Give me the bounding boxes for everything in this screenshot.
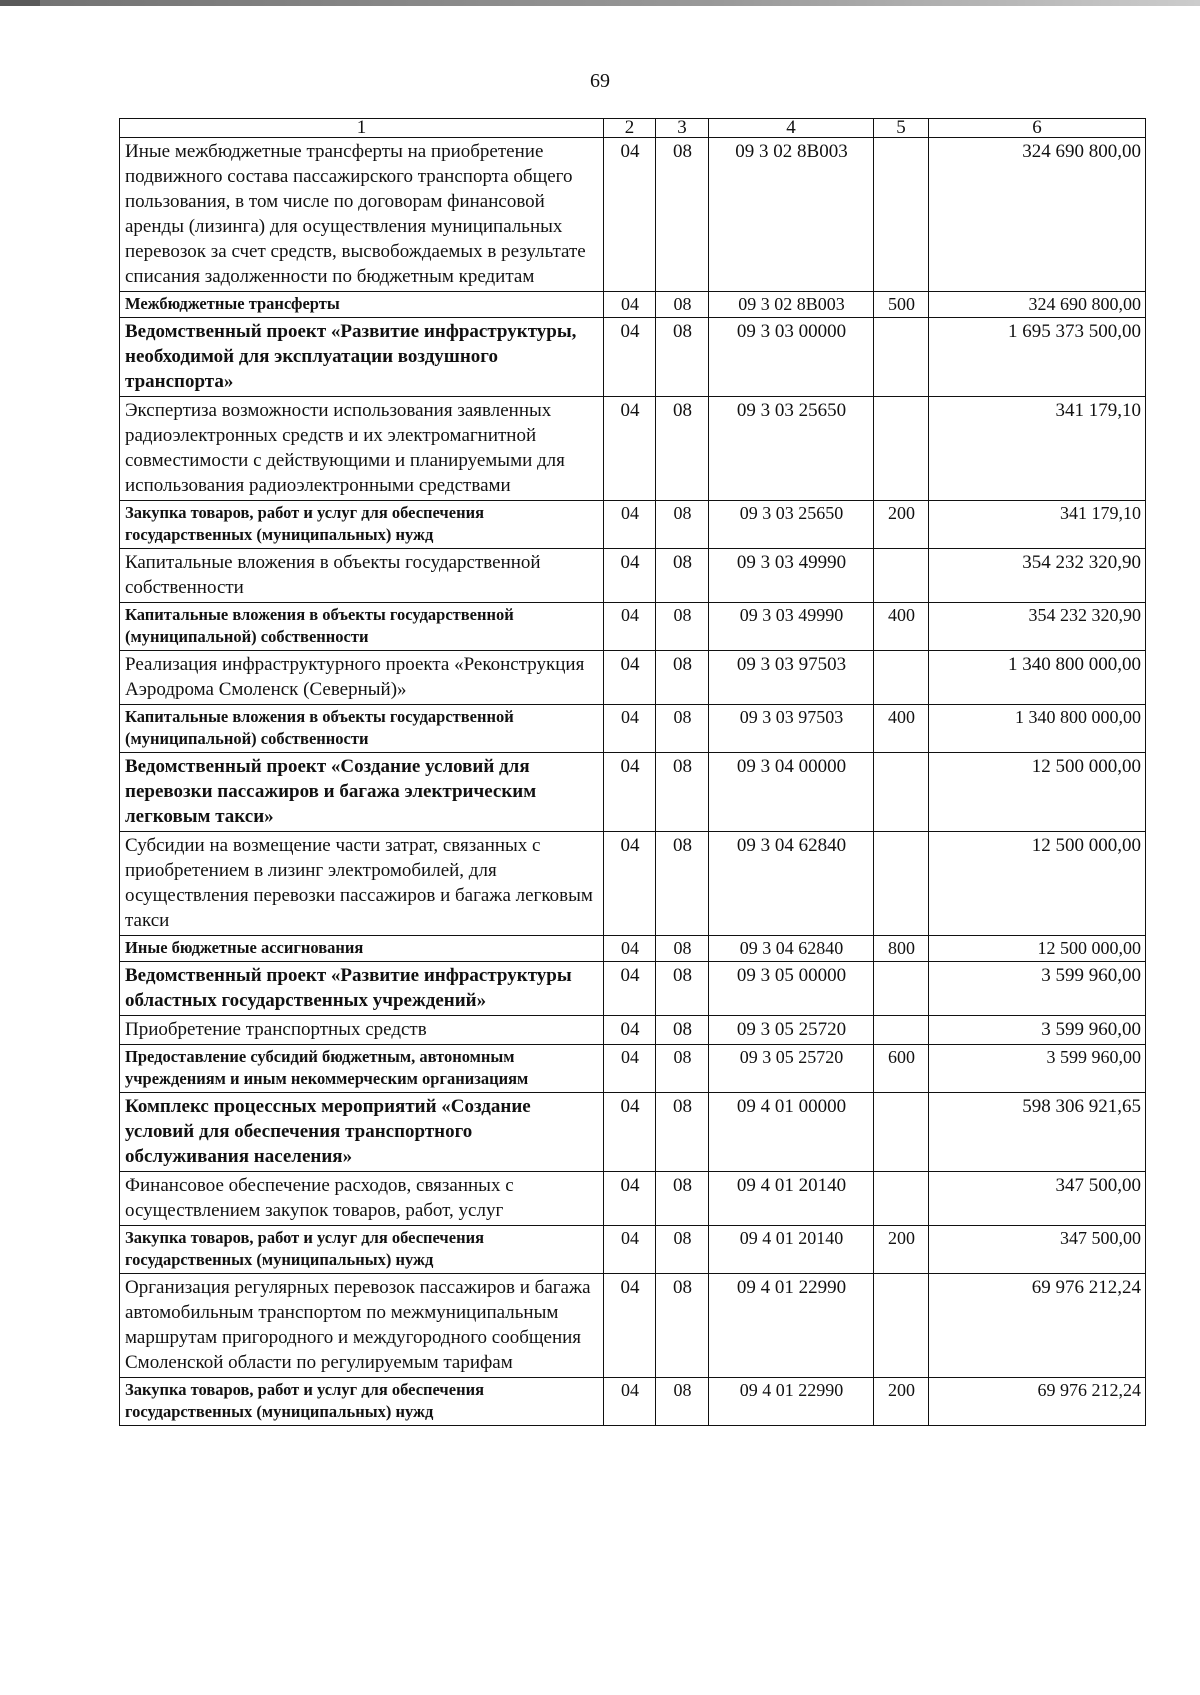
- table-row: [120, 603, 1146, 651]
- row-name: Предоставление субсидий бюджетным, автономным учреждениям и иным некоммерческим организациям: [120, 1045, 604, 1093]
- row-name: Комплекс процессных мероприятий «Создание условий для обеспечения транспортного обслуживания населения»: [120, 1093, 604, 1172]
- target-article-code: 09 3 04 62840: [709, 936, 874, 962]
- amount: 69 976 212,24: [929, 1274, 1146, 1378]
- column-header: 4: [709, 119, 874, 138]
- target-article-code: 09 3 03 97503: [709, 651, 874, 705]
- target-article-code: 09 4 01 00000: [709, 1093, 874, 1172]
- expense-type-code: [874, 138, 929, 292]
- table-row: [120, 138, 1146, 292]
- section-code: 04: [604, 549, 656, 603]
- target-article-code: 09 3 05 25720: [709, 1016, 874, 1045]
- target-article-code: 09 3 03 00000: [709, 318, 874, 397]
- section-code: 04: [604, 936, 656, 962]
- row-name: Капитальные вложения в объекты государственной (муниципальной) собственности: [120, 705, 604, 753]
- row-name: Закупка товаров, работ и услуг для обеспечения государственных (муниципальных) нужд: [120, 1378, 604, 1426]
- section-code: 04: [604, 651, 656, 705]
- row-name: Финансовое обеспечение расходов, связанных с осуществлением закупок товаров, работ, услуг: [120, 1172, 604, 1226]
- row-name: Межбюджетные трансферты: [120, 292, 604, 318]
- section-code: 04: [604, 292, 656, 318]
- amount: 347 500,00: [929, 1226, 1146, 1274]
- column-header: 6: [929, 119, 1146, 138]
- table-row: [120, 1045, 1146, 1093]
- expense-type-code: [874, 832, 929, 936]
- section-code: 04: [604, 753, 656, 832]
- subsection-code: 08: [656, 1378, 709, 1426]
- target-article-code: 09 4 01 20140: [709, 1226, 874, 1274]
- row-name: Иные межбюджетные трансферты на приобретение подвижного состава пассажирского транспорта общего пользования, в том числе по договорам финансовой аренды (лизинга) для осуществления муниципальных перевозок за счет средств, высвобождаемых в результате списания задолженности по бюджетным кредитам: [120, 138, 604, 292]
- budget-table: [119, 118, 1146, 1426]
- column-header: 2: [604, 119, 656, 138]
- section-code: 04: [604, 832, 656, 936]
- subsection-code: 08: [656, 936, 709, 962]
- column-header: 5: [874, 119, 929, 138]
- row-name: Приобретение транспортных средств: [120, 1016, 604, 1045]
- table-row: [120, 292, 1146, 318]
- amount: 1 340 800 000,00: [929, 705, 1146, 753]
- amount: 1 340 800 000,00: [929, 651, 1146, 705]
- section-code: 04: [604, 1016, 656, 1045]
- section-code: 04: [604, 138, 656, 292]
- expense-type-code: 200: [874, 501, 929, 549]
- row-name: Ведомственный проект «Развитие инфраструктуры, необходимой для эксплуатации воздушного транспорта»: [120, 318, 604, 397]
- expense-type-code: 600: [874, 1045, 929, 1093]
- target-article-code: 09 3 05 25720: [709, 1045, 874, 1093]
- subsection-code: 08: [656, 651, 709, 705]
- amount: 341 179,10: [929, 501, 1146, 549]
- section-code: 04: [604, 1274, 656, 1378]
- amount: 354 232 320,90: [929, 549, 1146, 603]
- section-code: 04: [604, 705, 656, 753]
- column-header: 1: [120, 119, 604, 138]
- column-header: 3: [656, 119, 709, 138]
- subsection-code: 08: [656, 292, 709, 318]
- expense-type-code: 200: [874, 1378, 929, 1426]
- table-row: [120, 549, 1146, 603]
- amount: 12 500 000,00: [929, 832, 1146, 936]
- header-row: [120, 119, 1146, 138]
- subsection-code: 08: [656, 1172, 709, 1226]
- amount: 3 599 960,00: [929, 1016, 1146, 1045]
- target-article-code: 09 3 04 62840: [709, 832, 874, 936]
- row-name: Ведомственный проект «Развитие инфраструктуры областных государственных учреждений»: [120, 962, 604, 1016]
- table-row: [120, 705, 1146, 753]
- target-article-code: 09 4 01 20140: [709, 1172, 874, 1226]
- table-row: [120, 1226, 1146, 1274]
- row-name: Капитальные вложения в объекты государственной (муниципальной) собственности: [120, 603, 604, 651]
- subsection-code: 08: [656, 1016, 709, 1045]
- target-article-code: 09 3 03 25650: [709, 501, 874, 549]
- subsection-code: 08: [656, 1093, 709, 1172]
- table-row: [120, 651, 1146, 705]
- subsection-code: 08: [656, 603, 709, 651]
- section-code: 04: [604, 962, 656, 1016]
- table-row: [120, 1093, 1146, 1172]
- target-article-code: 09 3 03 97503: [709, 705, 874, 753]
- subsection-code: 08: [656, 832, 709, 936]
- target-article-code: 09 3 05 00000: [709, 962, 874, 1016]
- expense-type-code: [874, 549, 929, 603]
- expense-type-code: [874, 753, 929, 832]
- table-row: [120, 1016, 1146, 1045]
- scan-edge: [0, 0, 1200, 6]
- section-code: 04: [604, 1045, 656, 1093]
- amount: 3 599 960,00: [929, 962, 1146, 1016]
- table-row: [120, 753, 1146, 832]
- section-code: 04: [604, 397, 656, 501]
- subsection-code: 08: [656, 397, 709, 501]
- target-article-code: 09 3 03 25650: [709, 397, 874, 501]
- amount: 12 500 000,00: [929, 753, 1146, 832]
- target-article-code: 09 3 02 8В003: [709, 292, 874, 318]
- subsection-code: 08: [656, 1045, 709, 1093]
- table-row: [120, 936, 1146, 962]
- target-article-code: 09 3 04 00000: [709, 753, 874, 832]
- expense-type-code: 800: [874, 936, 929, 962]
- amount: 69 976 212,24: [929, 1378, 1146, 1426]
- section-code: 04: [604, 1378, 656, 1426]
- subsection-code: 08: [656, 1274, 709, 1378]
- target-article-code: 09 3 03 49990: [709, 603, 874, 651]
- target-article-code: 09 4 01 22990: [709, 1378, 874, 1426]
- table-row: [120, 318, 1146, 397]
- table-row: [120, 962, 1146, 1016]
- amount: 1 695 373 500,00: [929, 318, 1146, 397]
- expense-type-code: 400: [874, 705, 929, 753]
- expense-type-code: 200: [874, 1226, 929, 1274]
- expense-type-code: [874, 397, 929, 501]
- section-code: 04: [604, 1093, 656, 1172]
- subsection-code: 08: [656, 962, 709, 1016]
- table-row: [120, 832, 1146, 936]
- section-code: 04: [604, 318, 656, 397]
- expense-type-code: [874, 318, 929, 397]
- expense-type-code: 400: [874, 603, 929, 651]
- section-code: 04: [604, 501, 656, 549]
- expense-type-code: [874, 1172, 929, 1226]
- target-article-code: 09 4 01 22990: [709, 1274, 874, 1378]
- expense-type-code: [874, 1016, 929, 1045]
- subsection-code: 08: [656, 549, 709, 603]
- subsection-code: 08: [656, 318, 709, 397]
- amount: 347 500,00: [929, 1172, 1146, 1226]
- amount: 354 232 320,90: [929, 603, 1146, 651]
- amount: 341 179,10: [929, 397, 1146, 501]
- row-name: Закупка товаров, работ и услуг для обеспечения государственных (муниципальных) нужд: [120, 1226, 604, 1274]
- row-name: Реализация инфраструктурного проекта «Реконструкция Аэродрома Смоленск (Северный)»: [120, 651, 604, 705]
- expense-type-code: [874, 651, 929, 705]
- subsection-code: 08: [656, 501, 709, 549]
- amount: 12 500 000,00: [929, 936, 1146, 962]
- subsection-code: 08: [656, 1226, 709, 1274]
- subsection-code: 08: [656, 138, 709, 292]
- amount: 324 690 800,00: [929, 138, 1146, 292]
- amount: 324 690 800,00: [929, 292, 1146, 318]
- expense-type-code: [874, 1274, 929, 1378]
- row-name: Организация регулярных перевозок пассажиров и багажа автомобильным транспортом по межмуниципальным маршрутам пригородного и междугородного сообщения Смоленской области по регулируемым тарифам: [120, 1274, 604, 1378]
- expense-type-code: [874, 962, 929, 1016]
- table-row: [120, 501, 1146, 549]
- table-row: [120, 397, 1146, 501]
- amount: 598 306 921,65: [929, 1093, 1146, 1172]
- row-name: Экспертиза возможности использования заявленных радиоэлектронных средств и их электромагнитной совместимости с действующими и планируемыми для использования радиоэлектронными средствами: [120, 397, 604, 501]
- target-article-code: 09 3 03 49990: [709, 549, 874, 603]
- row-name: Закупка товаров, работ и услуг для обеспечения государственных (муниципальных) нужд: [120, 501, 604, 549]
- row-name: Субсидии на возмещение части затрат, связанных с приобретением в лизинг электромобилей, для осуществления перевозки пассажиров и багажа легковым такси: [120, 832, 604, 936]
- table-row: [120, 1274, 1146, 1378]
- expense-type-code: 500: [874, 292, 929, 318]
- table-row: [120, 1378, 1146, 1426]
- row-name: Иные бюджетные ассигнования: [120, 936, 604, 962]
- page-number: 69: [590, 70, 610, 92]
- amount: 3 599 960,00: [929, 1045, 1146, 1093]
- subsection-code: 08: [656, 753, 709, 832]
- row-name: Капитальные вложения в объекты государственной собственности: [120, 549, 604, 603]
- row-name: Ведомственный проект «Создание условий для перевозки пассажиров и багажа электрическим легковым такси»: [120, 753, 604, 832]
- section-code: 04: [604, 603, 656, 651]
- table-row: [120, 1172, 1146, 1226]
- expense-type-code: [874, 1093, 929, 1172]
- section-code: 04: [604, 1172, 656, 1226]
- target-article-code: 09 3 02 8В003: [709, 138, 874, 292]
- section-code: 04: [604, 1226, 656, 1274]
- subsection-code: 08: [656, 705, 709, 753]
